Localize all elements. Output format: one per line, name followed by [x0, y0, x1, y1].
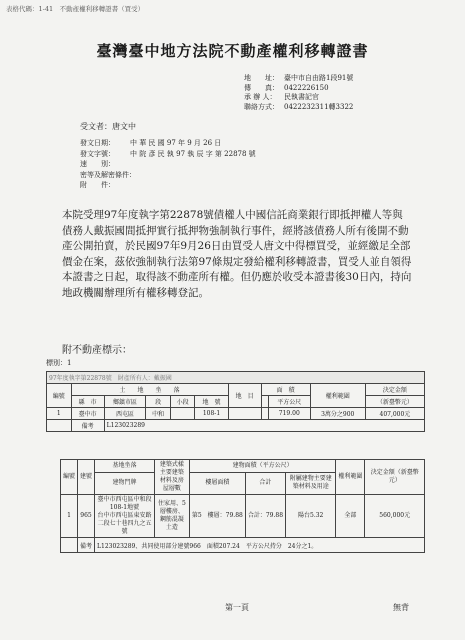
attached-property-label: 附不動產標示：: [62, 345, 132, 356]
land-col-share: 權利範圍: [310, 384, 365, 408]
recipient: 受文者：唐文中: [80, 122, 136, 131]
land-sub-section: 段: [146, 396, 171, 408]
building-row: 1 965 臺中市西屯區中和段108-1地號 台中市西屯區東安路二段七十巷四九之五號 住家用、5層樓房、鋼筋混凝土造 第5 樓層：79.88 合計：79.88 陽台5.32 全部 560,000元: [61, 495, 425, 538]
land-note: L123023289: [104, 420, 424, 432]
bld-total: 合計：79.88: [245, 495, 285, 538]
land-col-location: 土 地 坐 落: [71, 384, 228, 396]
body-paragraph: 本院受理97年度執字第22878號債權人中國信託商業銀行即抵押權人等與債務人戴振國間抵押實行抵押物強制執行事件，經將該債務人所有後開不動產公開拍賣，於民國97年9月26日由買受人唐文中得標買受，並經繳足全部價金在案，茲依強制執行法第97條規定發給權利移轉證書，買受人並自領得本證書之日起，取得該不動產所有權。但仍應於收受本證書後30日內，持向地政機關辦理所有權移轉登記。: [62, 209, 412, 299]
meta-date: 發文日期： 中 華 民 國 97 年 9 月 26 日: [80, 139, 222, 147]
land-row: 1 臺中市 西屯區 中和 108-1 719.00 3萬分之900 407,000元: [47, 408, 425, 420]
land-sub-sqm: 平方公尺: [268, 396, 310, 408]
land-section: [46, 358, 425, 432]
land-sub-area-blank: [261, 396, 268, 408]
building-table: [60, 459, 425, 553]
land-sub-county: 縣 市: [71, 396, 104, 408]
meta-attachment: 附 件：: [80, 181, 115, 189]
land-col-area: 面 積: [261, 384, 310, 396]
bld-col-bldno: 建號: [78, 460, 95, 495]
bld-price: 560,000元: [365, 495, 425, 538]
land-index: 標別：1: [46, 359, 72, 367]
bld-sub-floor: 樓層面積: [189, 472, 245, 494]
land-sub-district: 鄉鎮市區: [104, 396, 146, 408]
land-caption: 97年度執字第22878號 財產所有人：戴振國: [47, 372, 425, 384]
bld-sub-aux: 附屬建物主要建築材料及用途: [286, 472, 336, 494]
bld-note-label: 備考: [78, 538, 95, 553]
contact-fax: 傳 真： 0422226150: [244, 83, 329, 92]
bld-base: 臺中市西屯區中和段108-1地號: [97, 496, 152, 511]
contact-phone: 聯絡方式： 0422232311轉3322: [244, 102, 354, 111]
bld-sub-total: 合計: [245, 472, 285, 494]
dispatch-meta: [80, 138, 256, 191]
bld-col-base: 基地坐落: [95, 460, 155, 473]
bld-col-door: 建物門牌: [95, 472, 155, 494]
land-sub-currency: （新臺幣元）: [365, 396, 424, 408]
bld-col-area: 建物面積（平方公尺）: [189, 460, 336, 473]
page-number: 第一頁: [225, 603, 249, 612]
land-sub-lot: 地 號: [195, 396, 228, 408]
land-sub-subsection: 小段: [170, 396, 195, 408]
bld-share: 全部: [336, 495, 365, 538]
meta-speed: 速 別：: [80, 160, 115, 168]
bld-structure: 住家用、5層樓房、鋼筋混凝土造: [154, 495, 189, 538]
building-section: [60, 459, 425, 553]
form-code: 表格代碼：1-41 不動產權利移轉證書（買受）: [6, 5, 145, 13]
document-title: 臺灣臺中地方法院不動產權利移轉證書: [96, 42, 369, 60]
land-col-no: 編號: [47, 384, 72, 408]
back-note: 無背: [393, 603, 409, 612]
land-col-type: 地 目: [228, 384, 261, 408]
bld-aux: 陽台5.32: [286, 495, 336, 538]
contact-address: 地 址： 臺中市自由路1段91號: [244, 74, 354, 82]
bld-col-price: 決定金額（新臺幣元）: [365, 460, 425, 495]
bld-floor: 第5 樓層：79.88: [189, 495, 245, 538]
bld-col-no: 編號: [61, 460, 78, 495]
bld-col-structure: 建築式樣主要建築材料及房屋層數: [154, 460, 189, 495]
land-table: [46, 371, 425, 432]
contact-handler: 承 辦 人： 民執書記官: [244, 93, 319, 101]
contact-block: [244, 74, 353, 112]
meta-secrecy: 密等及解密條件：: [80, 170, 136, 179]
bld-door: 台中市西屯區東安路二段七十巷四九之五號: [97, 512, 152, 535]
bld-col-share: 權利範圍: [336, 460, 365, 495]
bld-note: L123023289、共同使用部分建號966 面積207.24 平方公尺持分 24分之1。: [95, 538, 425, 553]
land-col-price: 決定金額: [365, 384, 424, 396]
land-note-label: 備考: [71, 420, 104, 432]
meta-number: 發文字號： 中 院 彥 民 執 97 執 辰 字 第 22878 號: [80, 149, 256, 158]
